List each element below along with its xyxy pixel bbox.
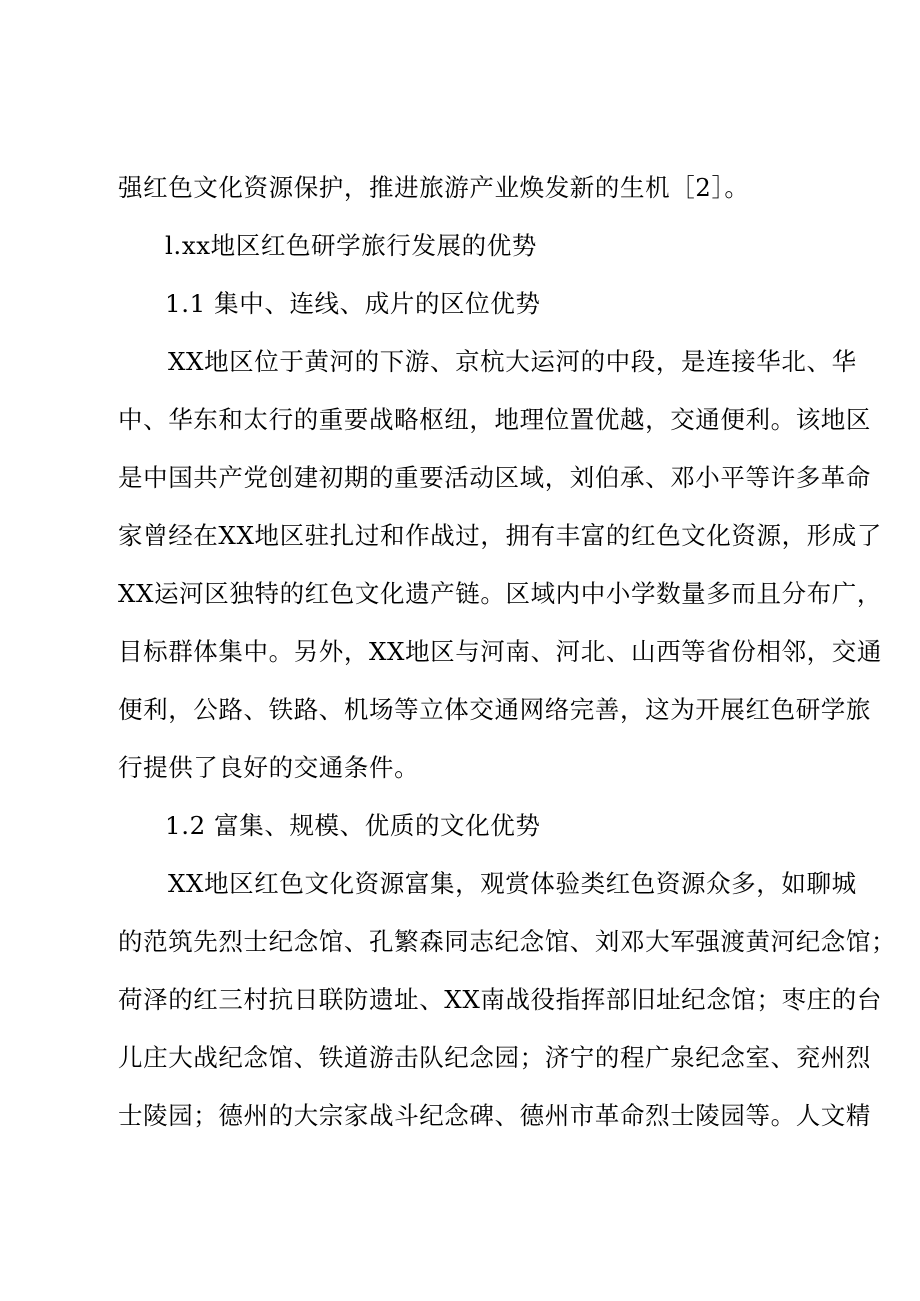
paragraph-line: 荷泽的红三村抗日联防遗址、XX南战役指挥部旧址纪念馆；枣庄的台 [118,985,882,1014]
paragraph-line: XX运河区独特的红色文化遗产链。区域内中小学数量多而且分布广， [118,579,882,608]
paragraph-line: 士陵园；德州的大宗家战斗纪念碑、德州市革命烈士陵园等。人文精 [118,1101,871,1130]
paragraph-line: 是中国共产党创建初期的重要活动区域，刘伯承、邓小平等许多革命 [118,463,871,492]
paragraph-line: 便利，公路、铁路、机场等立体交通网络完善，这为开展红色研学旅 [118,695,871,724]
paragraph-line: 中、华东和太行的重要战略枢纽，地理位置优越，交通便利。该地区 [118,405,871,434]
paragraph-line: XX地区红色文化资源富集，观赏体验类红色资源众多，如聊城 [168,869,857,898]
carryover-text-line: 强红色文化资源保护，推进旅游产业焕发新的生机［2］。 [118,173,750,202]
section-heading: l.xx地区红色研学旅行发展的优势 [165,231,537,260]
paragraph-line: 的范筑先烈士纪念馆、孔繁森同志纪念馆、刘邓大军强渡黄河纪念馆； [118,927,897,956]
subsection-heading-1-1: 1.1 集中、连线、成片的区位优势 [165,289,541,318]
paragraph-line: 目标群体集中。另外，XX地区与河南、河北、山西等省份相邻，交通 [118,637,882,666]
paragraph-line: 家曾经在XX地区驻扎过和作战过，拥有丰富的红色文化资源，形成了 [118,521,882,550]
subsection-heading-1-2: 1.2 富集、规模、优质的文化优势 [165,811,541,840]
paragraph-line: 儿庄大战纪念馆、铁道游击队纪念园；济宁的程广泉纪念室、兖州烈 [118,1043,871,1072]
paragraph-line: XX地区位于黄河的下游、京杭大运河的中段，是连接华北、华 [168,347,857,376]
paragraph-line: 行提供了良好的交通条件。 [118,753,420,782]
